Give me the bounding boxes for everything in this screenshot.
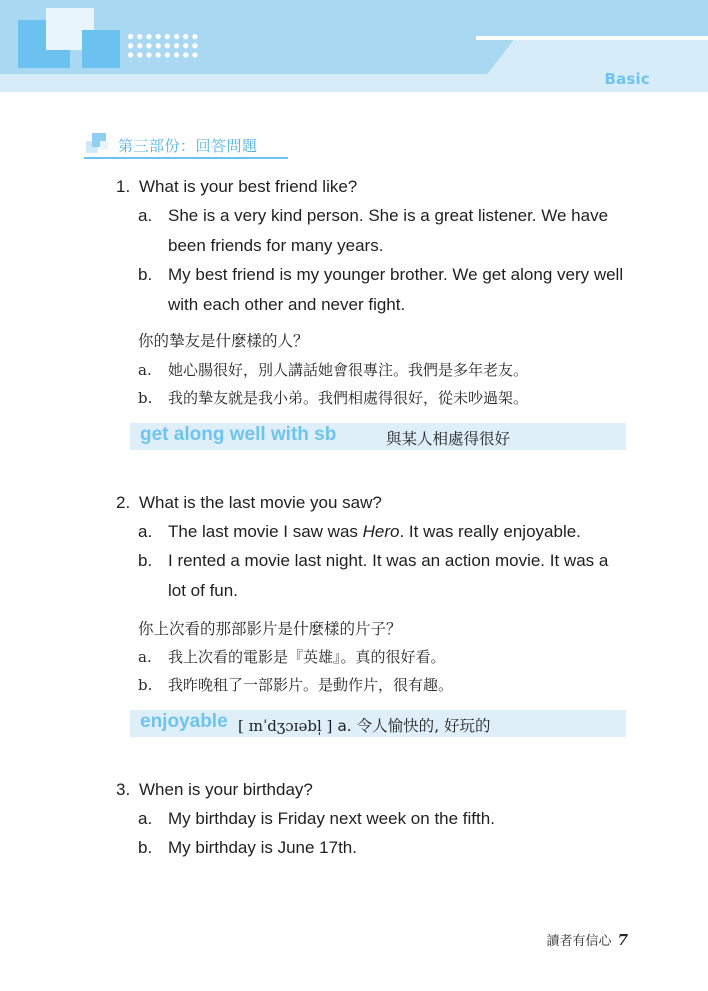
answer-letter: b. — [138, 676, 153, 694]
page-footer — [547, 930, 628, 949]
answer-text-part: The last movie I saw was — [168, 522, 363, 541]
answer-2a — [138, 517, 628, 547]
answer-letter: a. — [138, 809, 153, 828]
page-number: 7 — [617, 931, 628, 949]
decor-dot-grid — [126, 32, 200, 62]
vocab-phonetic: [ ɪnˈdʒɔɪəbl̩ ] — [238, 717, 333, 735]
zh-answer-2a — [138, 645, 446, 669]
zh-answer-text: 我的摯友就是我小弟。我們相處得很好，從未吵過架。 — [168, 389, 529, 407]
question-number: 1. — [116, 177, 131, 196]
question-number: 2. — [116, 493, 131, 512]
answer-1a — [138, 201, 628, 260]
movie-title: Hero — [362, 522, 400, 541]
zh-answer-1a — [138, 358, 528, 382]
zh-question-2: 你上次看的那部影片是什麼樣的片子？ — [138, 620, 402, 638]
zh-answer-2b — [138, 673, 453, 697]
question-1 — [116, 172, 357, 201]
answer-text: I rented a movie last night. It was an action movie. It was a lot of fun. — [168, 551, 609, 600]
vocab-meaning-line — [238, 714, 491, 736]
zh-answer-text: 我上次看的電影是『英雄』。真的很好看。 — [168, 648, 446, 666]
vocab-box-1 — [130, 423, 626, 450]
page-header — [0, 0, 708, 92]
answer-text — [138, 517, 628, 547]
answer-text-part: . It was really enjoyable. — [399, 522, 581, 541]
answer-letter: a. — [138, 648, 152, 666]
decor-square — [82, 30, 120, 68]
question-text: What is the last movie you saw? — [139, 493, 382, 512]
answer-3b — [138, 833, 628, 863]
answer-letter: a. — [138, 206, 153, 225]
vocab-box-2 — [130, 710, 626, 737]
question-2 — [116, 488, 382, 517]
level-label: Basic — [604, 70, 650, 88]
section-marker-icon — [100, 141, 108, 149]
zh-answer-text: 她心腸很好，別人講話她會很專注。我們是多年老友。 — [168, 361, 529, 379]
answer-letter: a. — [138, 361, 152, 379]
section-title-text: 第三部份：回答問題 — [118, 137, 258, 155]
vocab-meaning: a. 令人愉快的, 好玩的 — [337, 717, 491, 735]
question-text: What is your best friend like? — [139, 177, 358, 196]
header-divider-line — [476, 36, 708, 40]
answer-text: My birthday is Friday next week on the fifth. — [168, 809, 495, 828]
answer-letter: b. — [138, 389, 153, 407]
answer-letter: b. — [138, 265, 153, 284]
question-3 — [116, 775, 313, 804]
section-title — [84, 131, 288, 159]
answer-text: My birthday is June 17th. — [168, 838, 357, 857]
question-text: When is your birthday? — [139, 780, 313, 799]
answer-letter: b. — [138, 838, 153, 857]
answer-text: She is a very kind person. She is a great listener. We have been friends for many years. — [168, 206, 609, 255]
zh-question-1: 你的摯友是什麼樣的人？ — [138, 332, 309, 350]
answer-1b — [138, 260, 628, 319]
vocab-word: get along well with sb — [140, 424, 337, 445]
answer-2b — [138, 546, 628, 605]
section-underline — [84, 157, 288, 159]
vocab-meaning: 與某人相處得很好 — [386, 430, 511, 448]
answer-letter: a. — [138, 522, 153, 541]
zh-answer-1b — [138, 386, 528, 410]
book-title: 讀者有信心 — [546, 934, 612, 949]
zh-answer-text: 我昨晚租了一部影片。是動作片，很有趣。 — [168, 676, 454, 694]
answer-text: My best friend is my younger brother. We get along very well with each other and never fight. — [168, 265, 624, 314]
answer-letter: b. — [138, 551, 153, 570]
question-number: 3. — [116, 780, 131, 799]
answer-3a — [138, 804, 628, 834]
vocab-word: enjoyable — [140, 711, 228, 732]
